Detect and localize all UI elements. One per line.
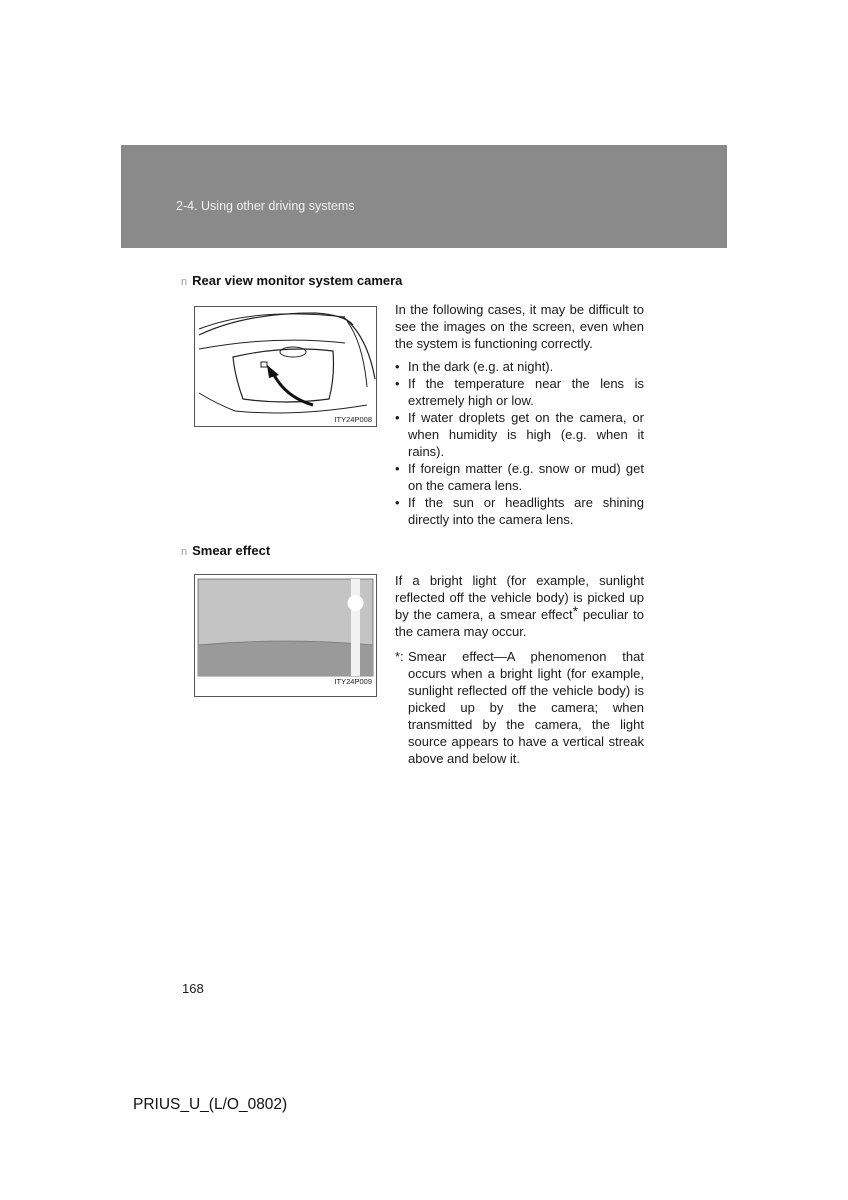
heading-marker: n [181,276,188,288]
figure-code: ITY24P009 [334,677,372,686]
smear-effect-figure [194,574,377,697]
section-title: 2-4. Using other driving systems [176,199,355,213]
smear-intro-start: If a bright light (for example, sunlight reflected off the vehicle body) is picked up by the camera, a smear effect [395,573,644,622]
footnote-marker: *: [395,649,404,664]
heading-text: Smear effect [192,543,271,558]
section-heading-smear [181,543,270,558]
conditions-list [395,358,644,528]
header-band [121,145,727,248]
smear-footnote [395,648,644,767]
list-item: • If the temperature near the lens is extremely high or low. [395,375,644,409]
smear-text-column [395,572,644,767]
smear-intro-end: peculiar to the camera may occur. [395,607,645,639]
camera-location-figure [194,306,377,427]
camera-text-column [395,301,644,528]
document-code: PRIUS_U_(L/O_0802) [133,1096,288,1113]
figure-code: ITY24P008 [334,415,372,424]
page-number: 168 [182,981,204,996]
heading-marker: n [181,546,188,558]
smear-intro-paragraph [395,572,644,640]
asterisk-marker: * [572,603,579,619]
heading-text: Rear view monitor system camera [192,273,403,288]
rear-hatch-illustration [195,307,376,426]
list-item: • In the dark (e.g. at night). [395,358,644,375]
list-item: • If foreign matter (e.g. snow or mud) get on the camera lens. [395,460,644,494]
list-item: • If the sun or headlights are shining directly into the camera lens. [395,494,644,528]
section-heading-camera [181,273,402,288]
camera-intro-paragraph: In the following cases, it may be difficult to see the images on the screen, even when the system is functioning correctly. [395,302,644,351]
list-item: • If water droplets get on the camera, or when humidity is high (e.g. when it rains). [395,409,644,460]
footnote-text: Smear effect—A phenomenon that occurs when a bright light (for example, sunlight reflected off the vehicle body) is picked up by the camera; when transmitted by the camera, the light source appears to have a vertical streak above and below it. [408,649,644,766]
